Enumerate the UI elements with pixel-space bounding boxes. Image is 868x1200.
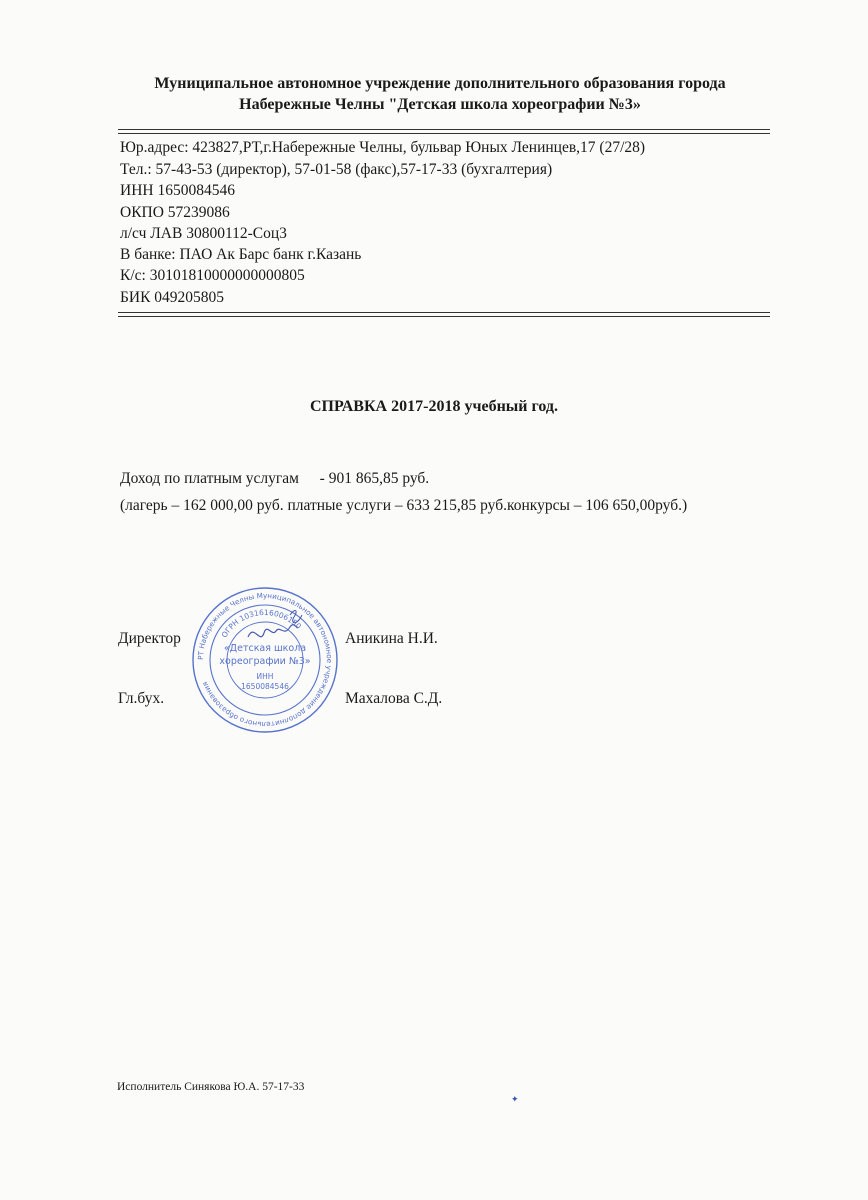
income-breakdown: (лагерь – 162 000,00 руб. платные услуги – 633 215,85 руб.конкурсы – 106 650,00руб.)	[120, 497, 688, 514]
stamp-outer-text: РТ Набережные Челны Муниципальное автономное учреждение дополнительного образования	[195, 590, 335, 730]
stamp-center-line-1: «Детская школа	[223, 643, 307, 654]
ink-mark-icon: ✦	[511, 1094, 519, 1104]
bottom-double-rule-2	[118, 316, 770, 317]
document-heading: СПРАВКА 2017-2018 учебный год.	[310, 398, 558, 415]
stamp-inner-ring-text: ОГРН 1031616006150	[219, 607, 304, 640]
top-double-rule-2	[118, 133, 770, 134]
income-value: - 901 865,85 руб.	[319, 470, 430, 487]
director-signature-scribble	[248, 625, 298, 637]
accountant-name: Махалова С.Д.	[345, 690, 443, 707]
stamp-inn-value: 1650084546	[241, 682, 289, 691]
income-label: Доход по платным услугам	[120, 470, 299, 487]
bik: БИК 049205805	[120, 289, 225, 306]
correspondent-account: К/с: 30101810000000000805	[120, 267, 305, 284]
organization-title	[110, 73, 770, 115]
top-double-rule-1	[118, 129, 770, 130]
phones: Тел.: 57-43-53 (директор), 57-01-58 (факс),57-17-33 (бухгалтерия)	[120, 161, 553, 178]
director-name: Аникина Н.И.	[345, 630, 438, 647]
executor-footer: Исполнитель Синякова Ю.А. 57-17-33	[117, 1081, 305, 1093]
org-title-line-2: Набережные Челны "Детская школа хореографии №3»	[239, 96, 641, 113]
income-line	[120, 470, 429, 488]
inn: ИНН 1650084546	[120, 182, 235, 199]
org-title-line-1: Муниципальное автономное учреждение дополнительного образования города	[154, 75, 726, 92]
accountant-title: Гл.бух.	[118, 690, 165, 707]
stamp-center-line-2: хореографии №3»	[219, 656, 311, 667]
bottom-double-rule-1	[118, 312, 770, 313]
bank: В банке: ПАО Ак Барс банк г.Казань	[120, 246, 362, 263]
director-title: Директор	[118, 630, 181, 647]
personal-account: л/сч ЛАВ 30800112-Соц3	[120, 225, 287, 242]
legal-address: Юр.адрес: 423827,РТ,г.Набережные Челны, бульвар Юных Ленинцев,17 (27/28)	[120, 139, 646, 156]
stamp-inn-label: ИНН	[256, 672, 274, 681]
organization-stamp	[190, 585, 340, 735]
okpo: ОКПО 57239086	[120, 204, 230, 221]
